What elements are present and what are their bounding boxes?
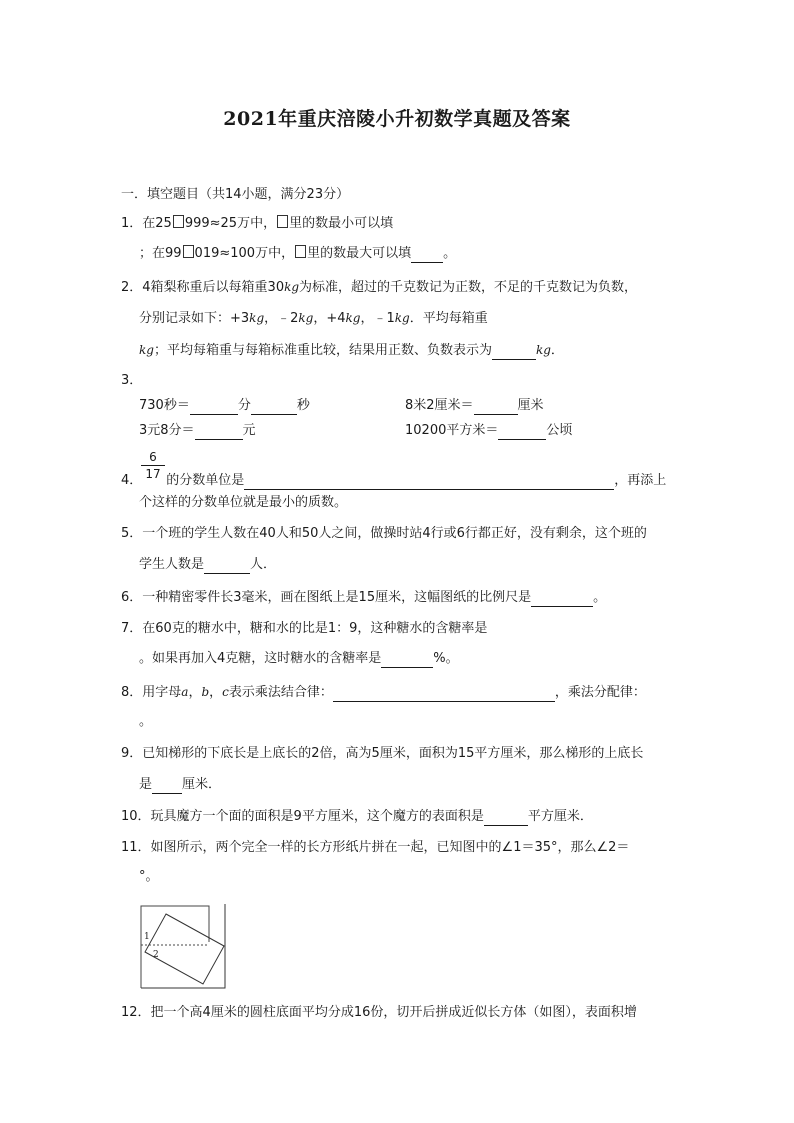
question-2-line-2: 分别记录如下：+3kg，﹣2kg，+4kg，﹣1kg．平均每箱重 xyxy=(139,311,488,326)
rectangle-rotated xyxy=(145,914,224,984)
question-6: 6．一种精密零件长3毫米，画在图纸上是15厘米，这幅图纸的比例尺是 。 xyxy=(121,590,607,605)
question-2-line-3: kg；平均每箱重与每箱标准重比较，结果用正数、负数表示为 kg． xyxy=(139,343,564,358)
question-1-line-1: 1．在25 999≈25万中， 里的数最小可以填 xyxy=(121,216,394,231)
answer-blank[interactable] xyxy=(190,400,238,415)
answer-blank[interactable] xyxy=(195,425,243,440)
digit-box xyxy=(277,215,288,228)
question-5-line-2: 学生人数是 人． xyxy=(139,557,277,572)
question-10: 10．玩具魔方一个面的面积是9平方厘米，这个魔方的表面积是 平方厘米． xyxy=(121,809,593,824)
question-1-line-2: ；在99 019≈100万中， 里的数最大可以填 。 xyxy=(139,246,457,261)
digit-box xyxy=(295,245,306,258)
section-heading: 一．填空题目（共14小题，满分23分） xyxy=(121,187,350,202)
question-8-line-1: 8．用字母a，b，c表示乘法结合律： ，乘法分配律： xyxy=(121,685,646,700)
rectangles-figure xyxy=(138,902,228,994)
question-5-line-1: 5．一个班的学生人数在40人和50人之间，做操时站4行或6行都正好，没有剩余，这个班的 xyxy=(121,526,647,541)
rectangles-diagram xyxy=(138,902,228,990)
answer-blank[interactable] xyxy=(411,248,443,263)
question-8-line-2: 。 xyxy=(139,714,153,729)
angle-2-label: 2 xyxy=(153,950,159,960)
rectangle-upright xyxy=(141,906,209,988)
answer-blank[interactable] xyxy=(492,345,536,360)
answer-blank[interactable] xyxy=(204,559,250,574)
answer-blank[interactable] xyxy=(474,400,518,415)
digit-box xyxy=(183,245,194,258)
question-7-line-2: 。如果再加入4克糖，这时糖水的含糖率是 %。 xyxy=(139,651,459,666)
answer-blank[interactable] xyxy=(152,779,182,794)
question-7-line-1: 7．在60克的糖水中，糖和水的比是1：9，这种糖水的含糖率是 xyxy=(121,621,488,636)
answer-blank[interactable] xyxy=(333,687,555,702)
question-3-number: 3． xyxy=(121,373,143,388)
question-4-line-2: 个这样的分数单位就是最小的质数。 xyxy=(139,495,348,510)
question-9-line-1: 9．已知梯形的下底长是上底长的2倍，高为5厘米，面积为15平方厘米，那么梯形的上底长 xyxy=(121,746,644,761)
question-9-line-2: 是 厘米． xyxy=(139,777,222,792)
question-11-line-1: 11．如图所示，两个完全一样的长方形纸片拼在一起，已知图中的∠1＝35°，那么∠2＝ xyxy=(121,840,630,855)
question-3-item-d: 10200平方米＝ 公顷 xyxy=(405,423,573,438)
question-12-line-1: 12．把一个高4厘米的圆柱底面平均分成16份，切开后拼成近似长方体（如图），表面积增 xyxy=(121,1005,637,1020)
figure-frame xyxy=(141,904,225,988)
answer-blank[interactable] xyxy=(531,592,593,607)
question-3-item-b: 8米2厘米＝ 厘米 xyxy=(405,398,544,413)
question-3-item-a: 730秒＝ 分 秒 xyxy=(139,398,310,413)
answer-blank[interactable] xyxy=(251,400,297,415)
answer-blank[interactable] xyxy=(484,811,528,826)
digit-box xyxy=(173,215,184,228)
answer-blank[interactable] xyxy=(244,475,614,490)
question-3-item-c: 3元8分＝ 元 xyxy=(139,423,256,438)
answer-blank[interactable] xyxy=(498,425,546,440)
fraction: $\frac{6}{17}$ xyxy=(141,450,165,481)
answer-blank[interactable] xyxy=(381,653,433,668)
question-4-line-1: 4． 的分数单位是 ，再添上 xyxy=(121,473,667,488)
page-title: 2021年重庆涪陵小升初数学真题及答案 xyxy=(223,108,571,130)
question-2-line-1: 2．4箱梨称重后以每箱重30kg为标准，超过的千克数记为正数，不足的千克数记为负数， xyxy=(121,280,638,295)
angle-1-label: 1 xyxy=(144,932,150,942)
question-11-line-2: °。 xyxy=(139,869,159,884)
